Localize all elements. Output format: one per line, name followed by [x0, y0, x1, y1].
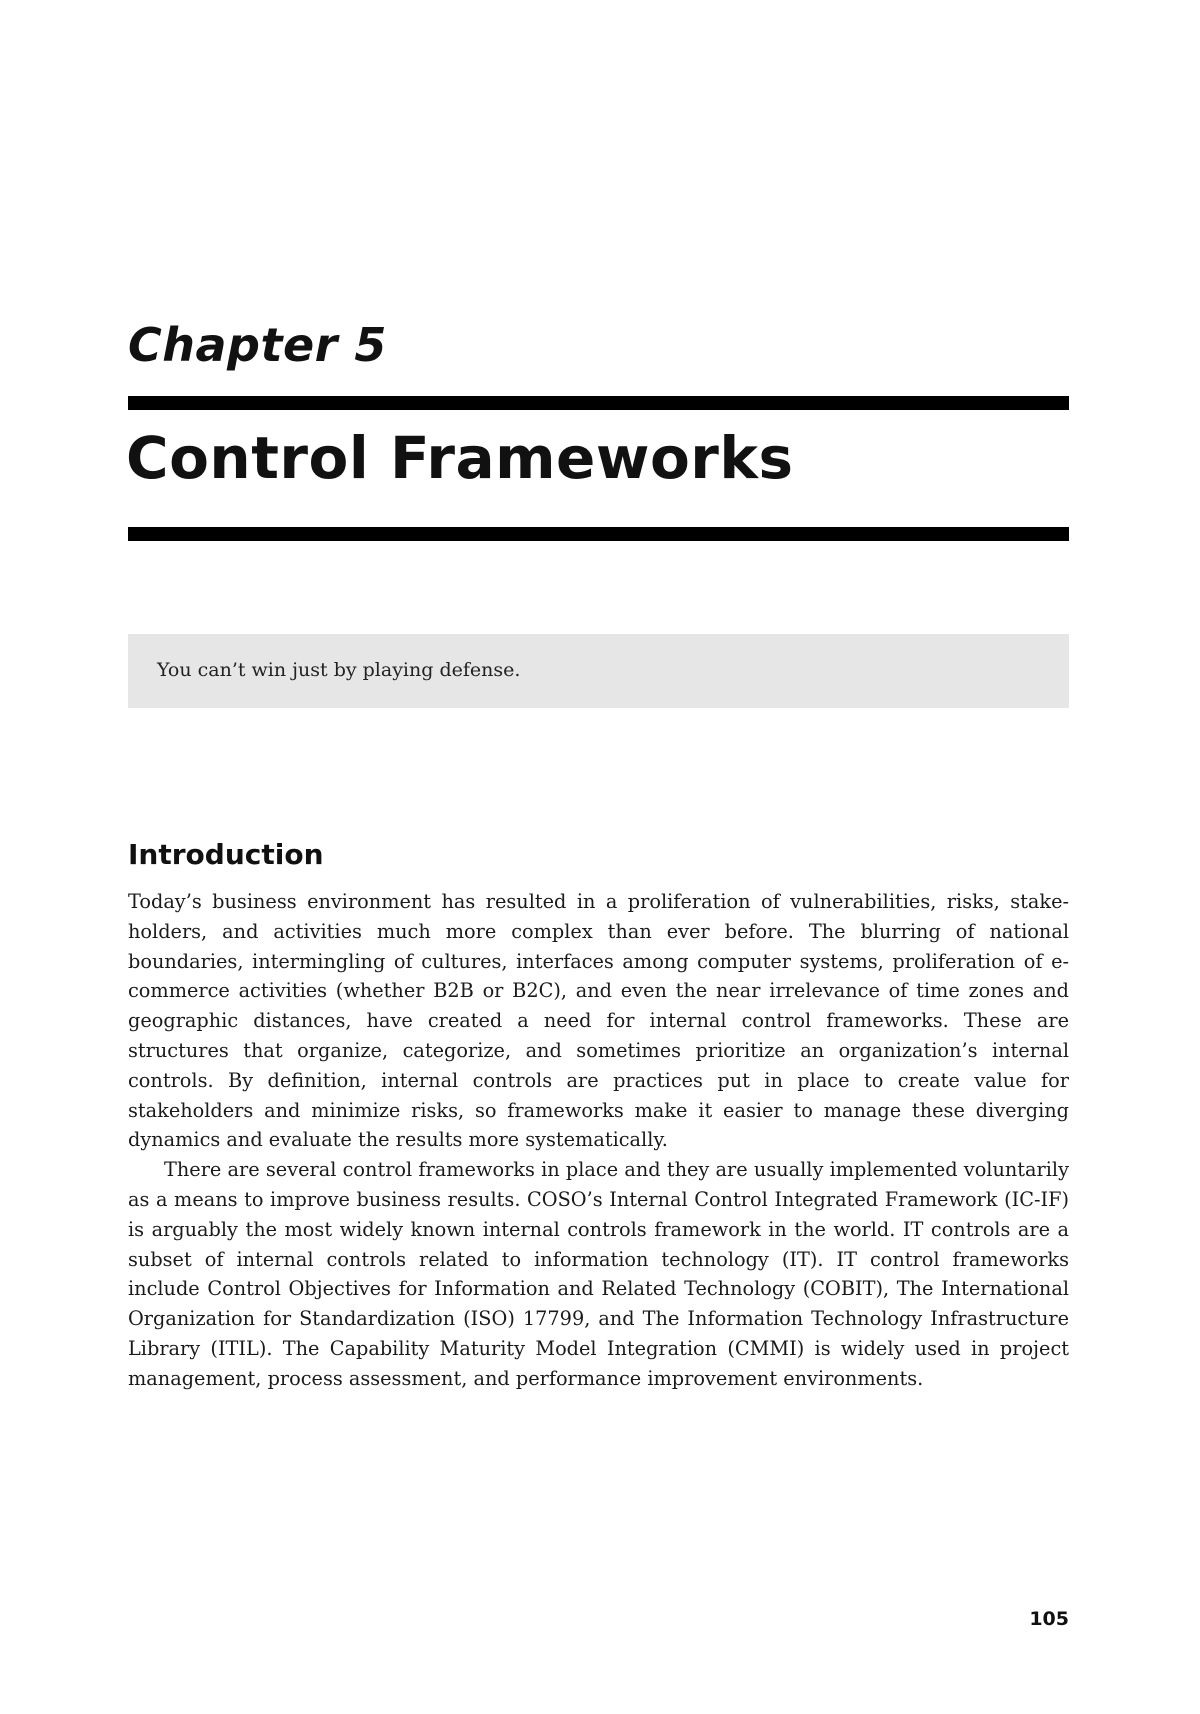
- chapter-label: Chapter 5: [128, 318, 387, 372]
- chapter-title-top-rule: [128, 396, 1069, 410]
- body-text: [128, 887, 1069, 1394]
- epigraph-box: [128, 634, 1069, 708]
- section-heading: Introduction: [128, 838, 324, 871]
- epigraph-text: You can’t win just by playing defense.: [157, 659, 521, 681]
- chapter-title-bottom-rule: [128, 527, 1069, 541]
- chapter-title: Control Frameworks: [126, 424, 794, 492]
- body-paragraph-2: There are several control frameworks in place and they are usually implemented voluntarily as a means to improve business results. COSO’s Internal Control Integrated Framework (IC-IF) is arguably the most widely known internal controls framework in the world. IT controls are a subset of internal controls related to information technology (IT). IT control frameworks include Control Objectives for Information and Related Technology (COBIT), The International Organization for Standardization (ISO) 17799, and The Information Technology Infrastructure Library (ITIL). The Capability Maturity Model Integration (CMMI) is widely used in project management, process assessment, and performance improvement environments.: [128, 1158, 1069, 1390]
- page-number: 105: [1029, 1608, 1069, 1630]
- body-paragraph-1: Today’s business environment has resulted in a proliferation of vulnerabilities, risks, stakeholders, and activities much more complex than ever before. The blurring of national boundaries, intermingling of cultures, interfaces among computer systems, proliferation of e-commerce activities (whether B2B or B2C), and even the near irrelevance of time zones and geographic distances, have created a need for internal control frameworks. These are structures that organize, categorize, and sometimes prioritize an organization’s internal controls. By definition, internal controls are practices put in place to create value for stakeholders and minimize risks, so frameworks make it easier to manage these diverging dynamics and evaluate the results more systematically.: [128, 890, 1069, 1152]
